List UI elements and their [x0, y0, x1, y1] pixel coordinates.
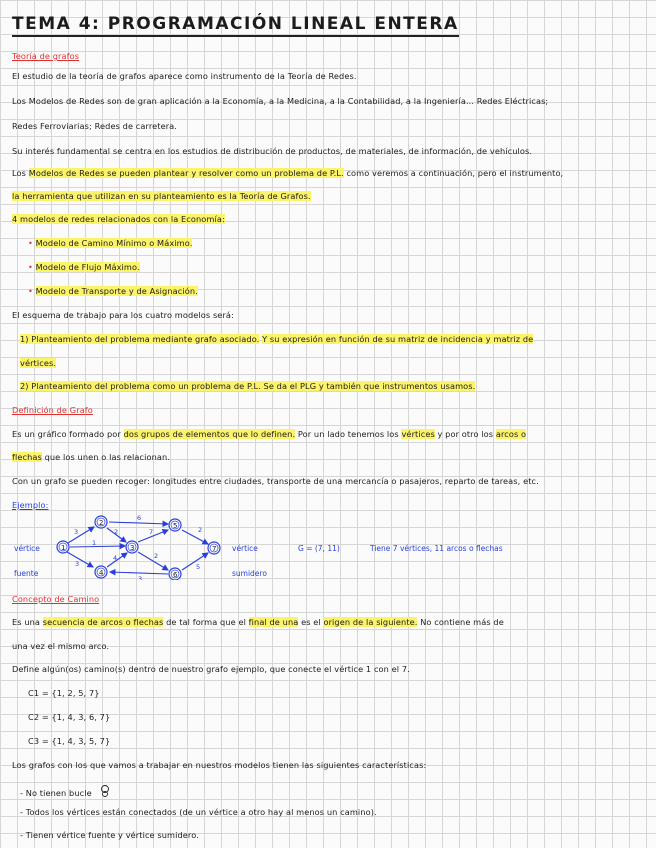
bullet-text: Modelo de Camino Mínimo o Máximo. — [35, 238, 193, 248]
feature-item: - Tienen vértice fuente y vértice sumidero. — [20, 830, 199, 840]
bullet-text: Modelo de Transporte y de Asignación. — [35, 286, 198, 296]
teoria-line-6-highlight: la herramienta que utilizan en su planteamiento es la Teoría de Grafos. — [12, 191, 311, 201]
svg-text:1: 1 — [61, 544, 66, 552]
teoria-line-7 — [12, 213, 648, 225]
step-1-highlight-b: Y su expresión en función de su matriz de incidencia y matriz de — [262, 334, 534, 344]
cam-l1-a: Es una — [12, 617, 41, 627]
modelos-count-highlight: 4 modelos de redes relacionados con la Economía: — [12, 214, 225, 224]
step-2-highlight: 2) Planteamiento del problema como un problema de P.L. Se da el PLG y también que instrumentos usamos. — [20, 381, 476, 391]
definicion-line-3: Con un grafo se pueden recoger: longitudes entre ciudades, transporte de una mercancía o pasajeros, reparto de tareas, etc. — [12, 476, 539, 486]
teoria-line-5 — [12, 167, 648, 179]
camino-line-2: una vez el mismo arco. — [12, 641, 110, 651]
definicion-line-1 — [12, 428, 648, 440]
camino-example: C2 = {1, 4, 3, 6, 7} — [28, 712, 111, 722]
edge-weight: 3 — [75, 560, 80, 568]
section-heading-teoria: Teoría de grafos — [12, 51, 80, 61]
edge-weight: 1 — [92, 539, 97, 547]
definicion-line-2 — [12, 451, 648, 463]
label-vertice-right: vértice — [232, 544, 258, 553]
step-1-highlight: 1) Planteamiento del problema mediante grafo asociado. — [20, 334, 260, 344]
step-2-line — [20, 380, 648, 392]
edge-5-7 — [182, 530, 208, 544]
edge-1-4 — [67, 552, 93, 567]
bullet-dot-icon: • — [28, 262, 33, 272]
page-title: TEMA 4: PROGRAMACIÓN LINEAL ENTERA — [12, 14, 459, 37]
camino-line-4: Los grafos con los que vamos a trabajar en nuestros modelos tienen las siguientes características: — [12, 760, 427, 770]
graph-node — [126, 541, 138, 553]
cam-origen-highlight: origen de la siguiente. — [323, 617, 418, 627]
bullet-item — [28, 285, 648, 297]
cam-final-highlight: final de una — [248, 617, 299, 627]
graph-description: Tiene 7 vértices, 11 arcos o flechas — [370, 544, 503, 553]
bullet-item — [28, 237, 648, 249]
cam-l1-e: es el — [301, 617, 321, 627]
teoria-line-3: Redes Ferroviarias; Redes de carretera. — [12, 121, 177, 131]
cam-l1-g: No contiene más de — [420, 617, 504, 627]
edge-weight: 7 — [149, 528, 154, 536]
bullet-text: Modelo de Flujo Máximo. — [35, 262, 140, 272]
edge-1-2 — [68, 527, 94, 543]
label-sumidero: sumidero — [232, 569, 267, 578]
edge-weight: 2 — [114, 528, 119, 536]
def-vertices-highlight: vértices — [401, 429, 435, 439]
teoria-line-5-highlight: Modelos de Redes se pueden plantear y resolver como un problema de P.L. — [28, 168, 344, 178]
graph-node — [57, 541, 69, 553]
edge-2-5 — [109, 522, 168, 524]
teoria-line-8: El esquema de trabajo para los cuatro modelos será: — [12, 310, 234, 320]
svg-text:5: 5 — [173, 522, 178, 530]
edge-weight: 6 — [137, 514, 142, 522]
graph-node — [169, 519, 181, 531]
graph-node — [95, 566, 107, 578]
loop-icon — [98, 784, 112, 798]
edge-weight: 3 — [138, 575, 143, 580]
label-vertice-left: vértice — [14, 544, 40, 553]
def-l1-highlight: dos grupos de elementos que lo definen. — [123, 429, 296, 439]
graph-node — [208, 542, 220, 554]
def-arcos-highlight: arcos o — [495, 429, 527, 439]
label-fuente: fuente — [14, 569, 39, 578]
camino-example: C3 = {1, 4, 3, 5, 7} — [28, 736, 111, 746]
edge-weight: 2 — [198, 526, 203, 534]
def-l1-a: Es un gráfico formado por — [12, 429, 121, 439]
ejemplo-text: Ejemplo: — [12, 500, 49, 510]
camino-line-3: Define algún(os) camino(s) dentro de nuestro grafo ejemplo, que conecte el vértice 1 con el 7. — [12, 664, 410, 674]
section-heading-definicion: Definición de Grafo — [12, 405, 93, 415]
graph-g-label: G = (7, 11) — [298, 544, 340, 553]
edge-weight: 2 — [154, 552, 159, 560]
step-1-continuation — [20, 357, 648, 369]
camino-example: C1 = {1, 2, 5, 7} — [28, 688, 100, 698]
svg-text:2: 2 — [99, 519, 104, 527]
teoria-line-5-c: como veremos a continuación, pero el instrumento, — [346, 168, 564, 178]
edge-weight: 4 — [113, 554, 118, 562]
cam-l1-c: de tal forma que el — [166, 617, 246, 627]
step-1-line — [20, 333, 648, 345]
def-l1-e: y por otro los — [437, 429, 494, 439]
bullet-item — [28, 261, 648, 273]
teoria-line-5-a: Los — [12, 168, 26, 178]
graph-node — [169, 568, 181, 580]
svg-text:6: 6 — [173, 571, 178, 579]
graph-node — [95, 516, 107, 528]
teoria-line-2: Los Modelos de Redes son de gran aplicación a la Economía, a la Medicina, a la Contabilidad, a la Ingeniería... Redes Eléctricas; — [12, 96, 549, 106]
edge-3-6 — [138, 552, 168, 570]
edge-weight: 3 — [74, 528, 79, 536]
bullet-dot-icon: • — [28, 238, 33, 248]
feature-text: - No tienen bucle — [20, 788, 92, 798]
teoria-line-1: El estudio de la teoría de grafos aparece como instrumento de la Teoría de Redes. — [12, 71, 357, 81]
edge-6-7 — [182, 553, 208, 570]
def-flechas-highlight: flechas — [12, 452, 42, 462]
teoria-line-6 — [12, 190, 648, 202]
teoria-line-4: Su interés fundamental se centra en los estudios de distribución de productos, de materiales, de información, de vehículos. — [12, 146, 533, 156]
camino-line-1 — [12, 616, 648, 628]
feature-item — [20, 782, 648, 799]
section-heading-camino: Concepto de Camino — [12, 594, 100, 604]
feature-item: - Todos los vértices están conectados (de un vértice a otro hay al menos un camino). — [20, 807, 377, 817]
graph-diagram — [0, 510, 656, 580]
cam-secuencia-highlight: secuencia de arcos o flechas — [42, 617, 164, 627]
edge-weight: 5 — [196, 563, 201, 571]
svg-text:3: 3 — [130, 544, 135, 552]
edge-1-3 — [70, 546, 125, 547]
svg-text:4: 4 — [99, 569, 104, 577]
bullet-dot-icon: • — [28, 286, 33, 296]
edge-6-4 — [110, 572, 168, 574]
def-l2-b: que los unen o las relacionan. — [44, 452, 171, 462]
def-l1-c: Por un lado tenemos los — [297, 429, 399, 439]
svg-text:7: 7 — [212, 545, 217, 553]
step-1-highlight-c: vértices. — [20, 358, 57, 368]
